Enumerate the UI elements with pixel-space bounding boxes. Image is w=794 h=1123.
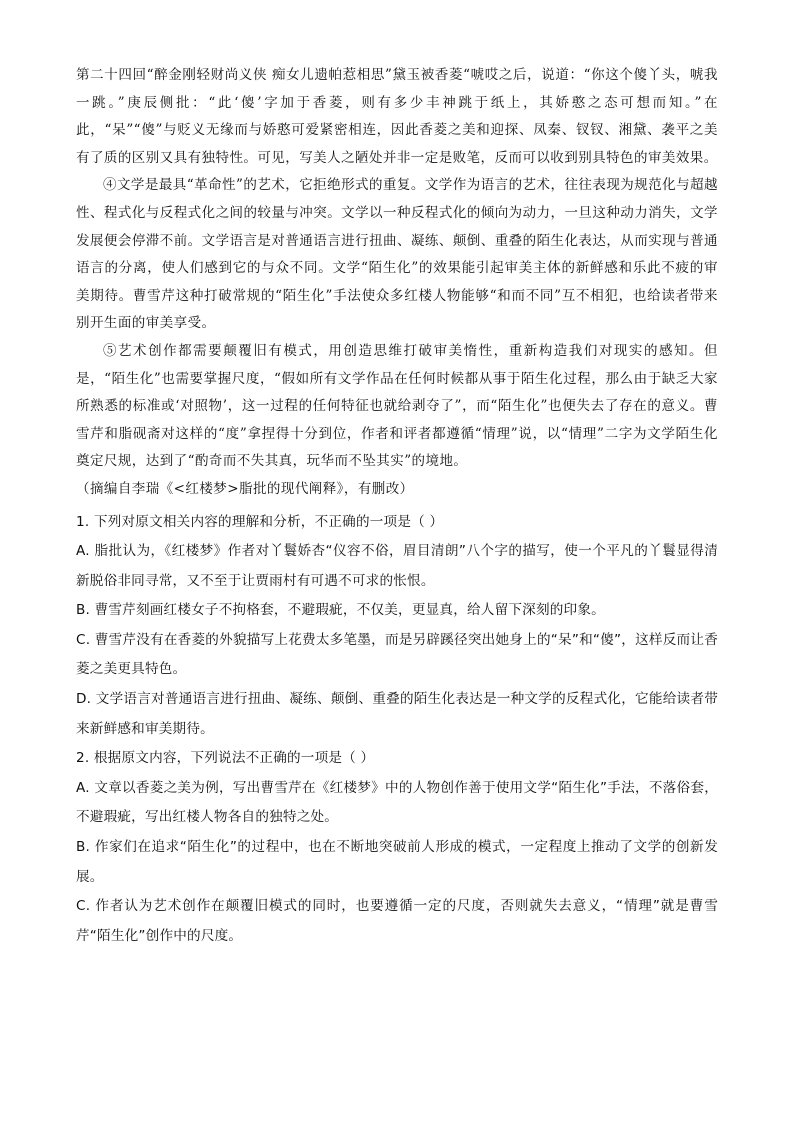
question-stem: 2. 根据原文内容，下列说法不正确的一项是（ ） (76, 750, 375, 767)
question-2 (76, 744, 718, 951)
passage-paragraph-5: ⑤艺术创作都需要颠覆旧有模式，用创造思维打破审美惰性，重新构造我们对现实的感知。但是，“陌生化”也需要掌握尺度，“假如所有文学作品在任何时候都从事于陌生化过程，那么由于缺乏大家所熟悉的标准或‘对照物’，这一过程的任何特征也就给剥夺了”，而“陌生化”也便失去了存在的意义。曹雪芹和脂砚斋对这样的“度”拿捏得十分到位，作者和评者都遵循“情理”说，以“情理”二字为文学陌生化奠定尺规，达到了“酌奇而不失其真，玩华而不坠其实”的境地。 (76, 342, 718, 470)
question-option-b: B. 曹雪芹刻画红楼女子不拘格套，不避瑕疵，不仅美，更显真，给人留下深刻的印象。 (76, 602, 605, 619)
question-option-c: C. 曹雪芹没有在香菱的外貌描写上花费太多笔墨，而是另辟蹊径突出她身上的“呆”和“傻”，这样反而让香菱之美更具特色。 (76, 631, 718, 678)
question-option-a: A. 文章以香菱之美为例，写出曹雪芹在《红楼梦》中的人物创作善于使用文学“陌生化”手法，不落俗套，不避瑕疵，写出红楼人物各自的独特之处。 (76, 779, 718, 826)
passage-paragraph-4: ④文学是最具“革命性”的艺术，它拒绝形式的重复。文学作为语言的艺术，往往表现为规范化与超越性、程式化与反程式化之间的较量与冲突。文学以一种反程式化的倾向为动力，一旦这种动力消失，文学发展便会停滞不前。文学语言是对普通语言进行扭曲、凝练、颠倒、重叠的陌生化表达，从而实现与普通语言的分离，使人们感到它的与众不同。文学“陌生化”的效果能引起审美主体的新鲜感和乐此不疲的审美期待。曹雪芹这种打破常规的“陌生化”手法使众多红楼人物能够“和而不同”互不相犯，也给读者带来别开生面的审美享受。 (76, 177, 718, 332)
reading-passage (76, 62, 718, 504)
question-list (76, 508, 718, 952)
passage-source-citation: （摘编自李瑞《<红楼梦>脂批的现代阐释》，有删改） (76, 480, 414, 497)
question-option-c: C. 作者认为艺术创作在颠覆旧模式的同时，也要遵循一定的尺度，否则就失去意义，“情理”就是曹雪芹“陌生化”创作中的尺度。 (76, 898, 718, 944)
passage-paragraph-continuation: 第二十四回“醉金刚轻财尚义侠 痴女儿遗帕惹相思”黛玉被香菱“唬哎之后，说道：“你这个傻丫头，唬我一跳。”庚辰侧批：“此‘傻’字加于香菱，则有多少丰神跳于纸上，其娇憨之态可想而知。”在此，“呆”“傻”与贬义无缘而与娇憨可爱紧密相连，因此香菱之美和迎探、凤秦、钗钗、湘黛、袭平之美有了质的区别又具有独特性。可见，写美人之陋处并非一定是败笔，反而可以收到别具特色的审美效果。 (76, 67, 718, 166)
question-option-b: B. 作家们在追求“陌生化”的过程中，也在不断地突破前人形成的模式，一定程度上推动了文学的创新发展。 (76, 839, 718, 885)
question-option-a: A. 脂批认为，《红楼梦》作者对丫鬟娇杏“仪容不俗，眉目清朗”八个字的描写，使一个平凡的丫鬟显得清新脱俗非同寻常，又不至于让贾雨村有可遇不可求的怅恨。 (76, 543, 718, 589)
question-option-d: D. 文学语言对普通语言进行扭曲、凝练、颠倒、重叠的陌生化表达是一种文学的反程式化，它能给读者带来新鲜感和审美期待。 (76, 691, 718, 737)
question-stem: 1. 下列对原文相关内容的理解和分析，不正确的一项是（ ） (76, 513, 444, 530)
question-1 (76, 508, 718, 745)
